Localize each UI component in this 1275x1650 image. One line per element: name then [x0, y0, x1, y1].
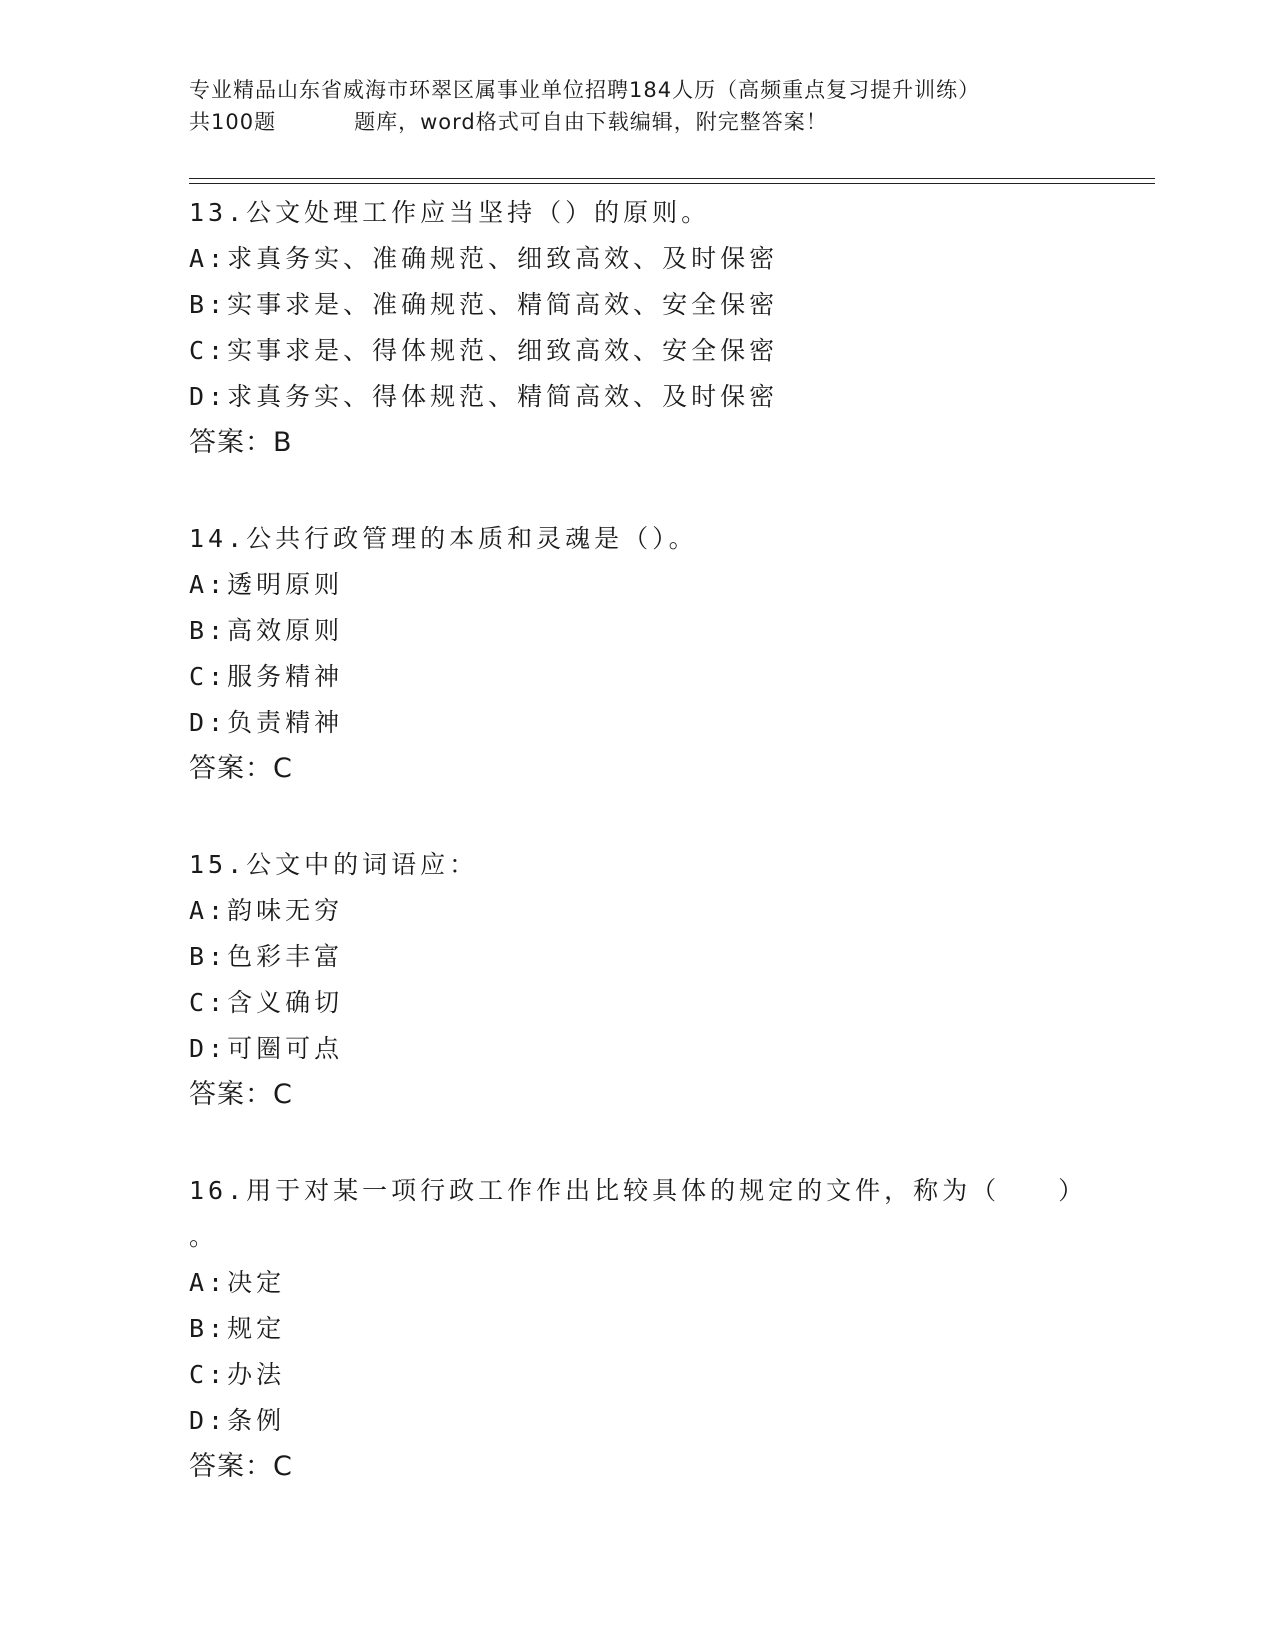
question-stem: 15.公文中的词语应：	[189, 850, 479, 879]
header-description: 题库，word格式可自由下载编辑，附完整答案！	[354, 110, 828, 134]
option-d	[189, 700, 1149, 746]
option-letter: D:	[189, 1406, 228, 1435]
option-text: 求真务实、得体规范、精简高效、及时保密	[227, 382, 779, 411]
option-a	[189, 562, 1149, 608]
question-list	[189, 190, 1149, 1540]
option-text: 规定	[227, 1314, 286, 1343]
option-c	[189, 328, 1149, 374]
option-c	[189, 1352, 1149, 1398]
option-text: 服务精神	[227, 662, 344, 691]
option-text: 实事求是、准确规范、精简高效、安全保密	[227, 290, 779, 319]
answer-line: 答案：C	[189, 753, 293, 784]
answer-line: 答案：C	[189, 1451, 293, 1482]
option-text: 求真务实、准确规范、细致高效、及时保密	[227, 244, 779, 273]
option-letter: B:	[189, 942, 228, 971]
option-text: 办法	[227, 1360, 286, 1389]
option-text: 透明原则	[227, 570, 344, 599]
header-divider-bottom	[189, 183, 1155, 184]
question-13	[189, 190, 1149, 466]
option-c	[189, 654, 1149, 700]
option-text: 高效原则	[227, 616, 344, 645]
question-15	[189, 842, 1149, 1118]
option-text: 含义确切	[227, 988, 344, 1017]
option-letter: A:	[189, 570, 228, 599]
option-text: 实事求是、得体规范、细致高效、安全保密	[227, 336, 779, 365]
option-letter: D:	[189, 382, 228, 411]
header-subtitle-line	[189, 106, 1089, 138]
option-letter: C:	[189, 988, 228, 1017]
question-stem: 13.公文处理工作应当坚持（）的原则。	[189, 198, 711, 227]
option-letter: B:	[189, 1314, 228, 1343]
question-16	[189, 1168, 1149, 1490]
option-text: 负责精神	[227, 708, 344, 737]
question-14	[189, 516, 1149, 792]
header-count: 共100题	[189, 110, 277, 134]
option-a	[189, 888, 1149, 934]
option-letter: D:	[189, 1034, 228, 1063]
option-b	[189, 934, 1149, 980]
option-letter: A:	[189, 244, 228, 273]
option-text: 色彩丰富	[227, 942, 344, 971]
option-letter: B:	[189, 290, 228, 319]
option-letter: A:	[189, 1268, 228, 1297]
option-letter: C:	[189, 336, 228, 365]
option-text: 决定	[227, 1268, 286, 1297]
question-stem: 14.公共行政管理的本质和灵魂是（）。	[189, 524, 698, 553]
option-b	[189, 608, 1149, 654]
option-c	[189, 980, 1149, 1026]
option-d	[189, 1398, 1149, 1444]
option-a	[189, 236, 1149, 282]
document-header	[189, 74, 1089, 138]
option-letter: C:	[189, 1360, 228, 1389]
option-a	[189, 1260, 1149, 1306]
option-text: 韵味无穷	[227, 896, 344, 925]
option-b	[189, 282, 1149, 328]
option-letter: C:	[189, 662, 228, 691]
option-d	[189, 374, 1149, 420]
question-stem: 16.用于对某一项行政工作作出比较具体的规定的文件，称为（ ）	[189, 1176, 1088, 1205]
option-text: 可圈可点	[227, 1034, 344, 1063]
option-letter: D:	[189, 708, 228, 737]
option-letter: B:	[189, 616, 228, 645]
header-divider-top	[189, 178, 1155, 179]
option-b	[189, 1306, 1149, 1352]
answer-line: 答案：C	[189, 1079, 293, 1110]
answer-line: 答案：B	[189, 427, 293, 458]
option-letter: A:	[189, 896, 228, 925]
option-text: 条例	[227, 1406, 286, 1435]
header-title-line: 专业精品山东省威海市环翠区属事业单位招聘184人历（高频重点复习提升训练）	[189, 78, 981, 102]
option-d	[189, 1026, 1149, 1072]
question-stem-continuation: 。	[189, 1222, 215, 1251]
